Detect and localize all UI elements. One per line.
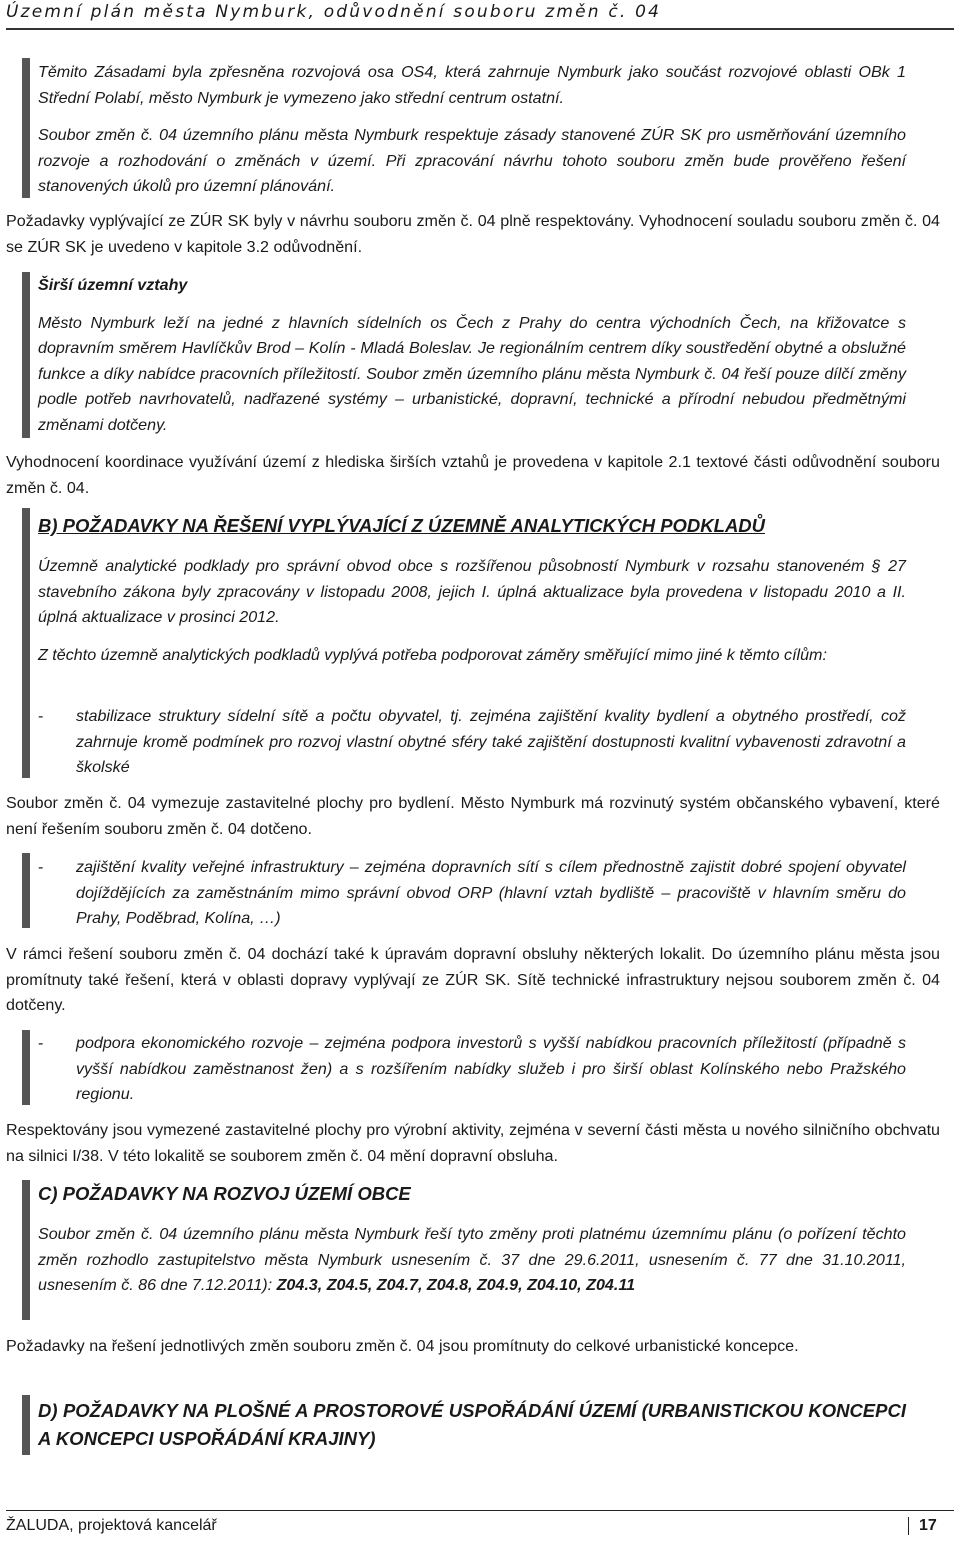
list-item-text: stabilizace struktury sídelní sítě a počtu obyvatel, tj. zejména zajištění kvality bydlení a obytného prostředí, což zahrnuje kromě podmínek pro rozvoj vlastní obytné sféry také zajištění dostupnosti kvalitní vybavenosti zdravotní a školské xyxy=(76,707,906,776)
concept-text xyxy=(6,1334,940,1360)
housing-text xyxy=(6,791,940,842)
list-item xyxy=(38,704,906,781)
section-heading-c: C) POŽADAVKY NA ROZVOJ ÚZEMÍ OBCE xyxy=(38,1183,411,1204)
paragraph: V rámci řešení souboru změn č. 04 dochází také k úpravám dopravní obsluhy některých lokalit. Do územního plánu města jsou promítnuty také řešení, která v oblasti dopravy vyplývají ze ZÚR SK. Sítě technické infrastruktury nejsou souborem změn č. 04 dotčeny. xyxy=(6,945,940,1014)
quote-bar xyxy=(22,1395,30,1455)
wider-relations-block xyxy=(38,273,906,438)
paragraph: Město Nymburk leží na jedné z hlavních sídelních os Čech z Prahy do centra východních Čech, na křižovatce s dopravním směrem Havlíčkův Brod – Kolín - Mladá Boleslav. Je regionálním centrem díky soustředění obytné a obslužné funkce a díky nabídce pracovních příležitostí. Soubor změn územního plánu města Nymburk č. 04 řeší pouze dílčí změny podle potřeb navrhovatelů, nadřazené systémy – urbanistické, dopravní, technické a přírodní nebudou předmětnými změnami dotčeny. xyxy=(38,313,906,434)
page-number: 17 xyxy=(908,1517,937,1535)
paragraph: Těmito Zásadami byla zpřesněna rozvojová osa OS4, která zahrnuje Nymburk jako součást rozvojové oblasti OBk 1 Střední Polabí, město Nymburk je vymezeno jako střední centrum ostatní. xyxy=(38,63,906,107)
section-heading-b: B) POŽADAVKY NA ŘEŠENÍ VYPLÝVAJÍCÍ Z ÚZEMNĚ ANALYTICKÝCH PODKLADŮ xyxy=(38,515,766,536)
paragraph: Požadavky na řešení jednotlivých změn souboru změn č. 04 jsou promítnuty do celkové urbanistické koncepce. xyxy=(6,1337,799,1355)
paragraph xyxy=(38,1222,906,1299)
paragraph: Vyhodnocení koordinace využívání území z hlediska širších vztahů je provedena v kapitole 2.1 textové části odůvodnění souboru změn č. 04. xyxy=(6,453,940,497)
list-item-text: zajištění kvality veřejné infrastruktury – zejména dopravních sítí s cílem přednostně zajistit dobré spojení obyvatel dojíždějících za zaměstnáním mimo správní obvod ORP (hlavní vztah bydliště – pracoviště v hlavním směru do Prahy, Poděbrad, Kolína, …) xyxy=(76,858,906,927)
quote-bar xyxy=(22,1030,30,1105)
changes-text: Soubor změn č. 04 územního plánu města Nymburk řeší tyto změny proti platnému územnímu plánu (o pořízení těchto změn rozhodlo zastupitelstvo města Nymburk usnesením č. 37 dne 29.6.2011, usnesením č. 77 dne 31.10.2011, usnesením č. 86 dne 7.12.2011): xyxy=(38,1225,906,1294)
list-dash: - xyxy=(38,707,44,725)
zur-block xyxy=(38,60,906,200)
list-item-text: podpora ekonomického rozvoje – zejména podpora investorů s vyšší nabídkou pracovních příležitostí (případně s vyšší nabídkou zaměstnanost žen) a s rozšířením nabídky služeb i pro širší oblast Kolínského nebo Pražského regionu. xyxy=(76,1034,906,1103)
paragraph: Požadavky vyplývající ze ZÚR SK byly v návrhu souboru změn č. 04 plně respektovány. Vyhodnocení souladu souboru změn č. 04 se ZÚR SK je uvedeno v kapitole 3.2 odůvodnění. xyxy=(6,212,940,256)
section-d-block xyxy=(38,1397,906,1453)
section-c-block xyxy=(38,1180,906,1299)
paragraph: Územně analytické podklady pro správní obvod obce s rozšířenou působností Nymburk v rozsahu stanoveném § 27 stavebního zákona byly zpracovány v listopadu 2008, jejich I. úplná aktualizace byla provedena v listopadu 2010 a II. úplná aktualizace v prosinci 2012. xyxy=(38,557,906,626)
list-dash: - xyxy=(38,1034,44,1052)
section-b-block xyxy=(38,512,906,668)
list-dash: - xyxy=(38,858,44,876)
footer-rule xyxy=(6,1510,954,1511)
transport-text xyxy=(6,942,940,1019)
quote-bar xyxy=(22,1180,30,1320)
paragraph: Soubor změn č. 04 vymezuje zastavitelné plochy pro bydlení. Město Nymburk má rozvinutý systém občanského vybavení, které není řešením souboru změn č. 04 dotčeno. xyxy=(6,794,940,838)
list-item xyxy=(38,1031,906,1108)
section-subheading: Širší územní vztahy xyxy=(38,276,188,294)
paragraph: Respektovány jsou vymezené zastavitelné plochy pro výrobní aktivity, zejména v severní části města u nového silničního obchvatu na silnici I/38. V této lokalitě se souborem změn č. 04 mění dopravní obsluha. xyxy=(6,1121,940,1165)
quote-bar xyxy=(22,508,30,778)
section-heading-d: D) POŽADAVKY NA PLOŠNÉ A PROSTOROVÉ USPOŘÁDÁNÍ ÚZEMÍ (URBANISTICKOU KONCEPCI A KONCEPCI USPOŘÁDÁNÍ KRAJINY) xyxy=(38,1400,906,1449)
paragraph: Soubor změn č. 04 územního plánu města Nymburk respektuje zásady stanovené ZÚR SK pro usměrňování územního rozvoje a rozhodování o změnách v území. Při zpracování návrhu tohoto souboru změn bude prověřeno řešení stanovených úkolů pro územní plánování. xyxy=(38,126,906,195)
quote-bar xyxy=(22,58,30,198)
quote-bar xyxy=(22,272,30,438)
zur-requirements xyxy=(6,209,940,260)
list-item xyxy=(38,855,906,932)
coordination-text xyxy=(6,450,940,501)
paragraph: Z těchto územně analytických podkladů vyplývá potřeba podporovat záměry směřující mimo jiné k těmto cílům: xyxy=(38,645,827,664)
footer-company: ŽALUDA, projektová kancelář xyxy=(6,1517,217,1534)
quote-bar xyxy=(22,853,30,928)
changes-list: Z04.3, Z04.5, Z04.7, Z04.8, Z04.9, Z04.10, Z04.11 xyxy=(276,1276,636,1294)
header-rule xyxy=(6,28,954,30)
page-header: Územní plán města Nymburk, odůvodnění souboru změn č. 04 xyxy=(6,2,662,22)
production-text xyxy=(6,1118,940,1169)
